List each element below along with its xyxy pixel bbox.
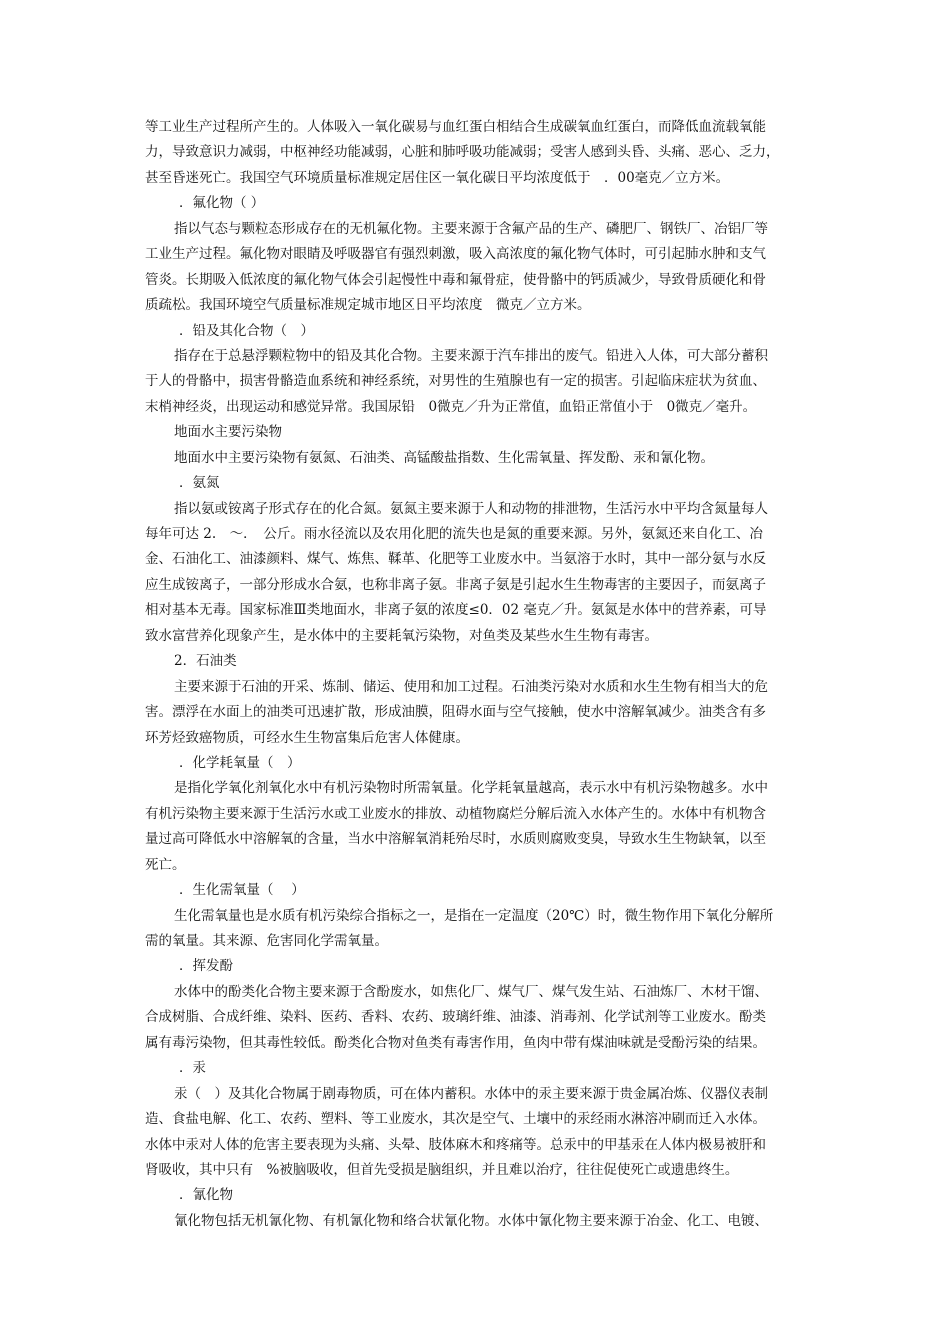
paragraph-line: 主要来源于石油的开采、炼制、储运、使用和加工过程。石油类污染对水质和水生生物有相当大的危: [174, 678, 768, 695]
paragraph-line: 指以气态与颗粒态形成存在的无机氟化物。主要来源于含氟产品的生产、磷肥厂、钢铁厂、冶铝厂等: [174, 220, 768, 237]
paragraph-line: 属有毒污染物，但其毒性较低。酚类化合物对鱼类有毒害作用，鱼肉中带有煤油味就是受酚污染的结果。: [145, 1034, 766, 1051]
paragraph-line: 应生成铵离子，一部分形成水合氨，也称非离子氨。非离子氨是引起水生生物毒害的主要因子，而氨离子: [145, 576, 766, 593]
section-heading: ．汞: [179, 1060, 206, 1077]
paragraph-line: 每年可达 2. ～． 公斤。雨水径流以及农用化肥的流失也是氮的重要来源。另外，氨氮还来自化工、冶: [145, 526, 763, 542]
paragraph-line: 水体中的酚类化合物主要来源于含酚废水，如焦化厂、煤气厂、煤气发生站、石油炼厂、木材干馏、: [174, 983, 768, 1000]
paragraph-line: 是指化学氧化剂氧化水中有机污染物时所需氧量。化学耗氧量越高，表示水中有机污染物越多。水中: [174, 780, 768, 797]
paragraph-line: 地面水中主要污染物有氨氮、石油类、高锰酸盐指数、生化需氧量、挥发酚、汞和氰化物。: [174, 449, 714, 466]
paragraph-line: 需的氧量。其来源、危害同化学需氧量。: [145, 933, 388, 949]
section-heading: ．氨氮: [179, 475, 220, 492]
document-page: [145, 115, 807, 1234]
section-heading: ．铅及其化合物（ ）: [179, 322, 314, 339]
paragraph-line: 水体中汞对人体的危害主要表现为头痛、头晕、肢体麻木和疼痛等。总汞中的甲基汞在人体内极易被肝和: [145, 1136, 766, 1153]
paragraph-line: 氰化物包括无机氰化物、有机氰化物和络合状氰化物。水体中氰化物主要来源于冶金、化工、电镀、: [174, 1212, 768, 1229]
paragraph-line: 于人的骨骼中，损害骨骼造血系统和神经系统，对男性的生殖腺也有一定的损害。引起临床症状为贫血、: [145, 373, 766, 390]
paragraph-line: 指以氨或铵离子形式存在的化合氮。氨氮主要来源于人和动物的排泄物，生活污水中平均含氮量每人: [174, 500, 768, 517]
paragraph-line: 肾吸收，其中只有 %被脑吸收，但首先受损是脑组织，并且难以治疗，往往促使死亡或遗患终生。: [145, 1161, 739, 1178]
paragraph-line: 环芳烃致癌物质，可经水生生物富集后危害人体健康。: [145, 729, 469, 746]
paragraph-line: 合成树脂、合成纤维、染料、医药、香料、农药、玻璃纤维、油漆、消毒剂、化学试剂等工业废水。酚类: [145, 1009, 766, 1026]
section-heading: ．生化需氧量（ ）: [179, 882, 305, 899]
paragraph-line: 生化需氧量也是水质有机污染综合指标之一，是指在一定温度（20℃）时，微生物作用下氧化分解所: [174, 907, 774, 924]
section-heading: ．挥发酚: [179, 958, 233, 975]
paragraph-line: 管炎。长期吸入低浓度的氟化物气体会引起慢性中毒和氟骨症，使骨骼中的钙质减少，导致骨质硬化和骨: [145, 271, 766, 288]
section-heading: ．化学耗氧量（ ）: [179, 754, 301, 771]
paragraph-line: 甚至昏迷死亡。我国空气环境质量标准规定居住区一氧化碳日平均浓度低于 ．00毫克／立方米。: [145, 169, 730, 186]
paragraph-line: 致水富营养化现象产生，是水体中的主要耗氧污染物，对鱼类及某些水生生物有毒害。: [145, 627, 658, 644]
paragraph-line: 金、石油化工、油漆颜料、煤气、炼焦、鞣革、化肥等工业废水中。当氨溶于水时，其中一部分氨与水反: [145, 551, 766, 568]
paragraph-line: 工业生产过程。氟化物对眼睛及呼吸器官有强烈刺激，吸入高浓度的氟化物气体时，可引起肺水肿和支气: [145, 246, 766, 263]
paragraph-line: 质疏松。我国环境空气质量标准规定城市地区日平均浓度 微克／立方米。: [145, 297, 591, 314]
paragraph-line: 死亡。: [145, 856, 186, 873]
paragraph-line: 量过高可降低水中溶解氧的含量，当水中溶解氧消耗殆尽时，水质则腐败变臭，导致水生生物缺氧，以至: [145, 831, 766, 848]
paragraph-line: 造、食盐电解、化工、农药、塑料、等工业废水，其次是空气、土壤中的汞经雨水淋溶冲刷而迁入水体。: [145, 1111, 766, 1128]
paragraph-line: 等工业生产过程所产生的。人体吸入一氧化碳易与血红蛋白相结合生成碳氧血红蛋白，而降低血流载氧能: [145, 119, 766, 135]
paragraph-line: 害。漂浮在水面上的油类可迅速扩散，形成油膜，阻碍水面与空气接触，使水中溶解氧减少。油类含有多: [145, 704, 766, 721]
paragraph-line: 汞（ ）及其化合物属于剧毒物质，可在体内蓄积。水体中的汞主要来源于贵金属冶炼、仪器仪表制: [174, 1085, 768, 1102]
paragraph-line: 力，导致意识力减弱，中枢神经功能减弱，心脏和肺呼吸功能减弱；受害人感到头昏、头痛、恶心、乏力，: [145, 144, 780, 161]
paragraph-line: 指存在于总悬浮颗粒物中的铅及其化合物。主要来源于汽车排出的废气。铅进入人体，可大部分蓄积: [174, 347, 768, 364]
paragraph-line: 末梢神经炎，出现运动和感觉异常。我国尿铅 0微克／升为正常值，血铅正常值小于 0微克／毫升。: [145, 398, 757, 415]
section-heading: ．氟化物（ ）: [179, 195, 265, 212]
section-heading: 地面水主要污染物: [174, 424, 282, 441]
section-heading: ．氰化物: [179, 1187, 233, 1204]
paragraph-line: 有机污染物主要来源于生活污水或工业废水的排放、动植物腐烂分解后流入水体产生的。水体中有机物含: [145, 805, 766, 822]
section-heading: 2．石油类: [174, 653, 237, 670]
paragraph-line: 相对基本无毒。国家标准Ⅲ类地面水，非离子氨的浓度≤0．02 毫克／升。氨氮是水体中的营养素，可导: [145, 602, 767, 619]
